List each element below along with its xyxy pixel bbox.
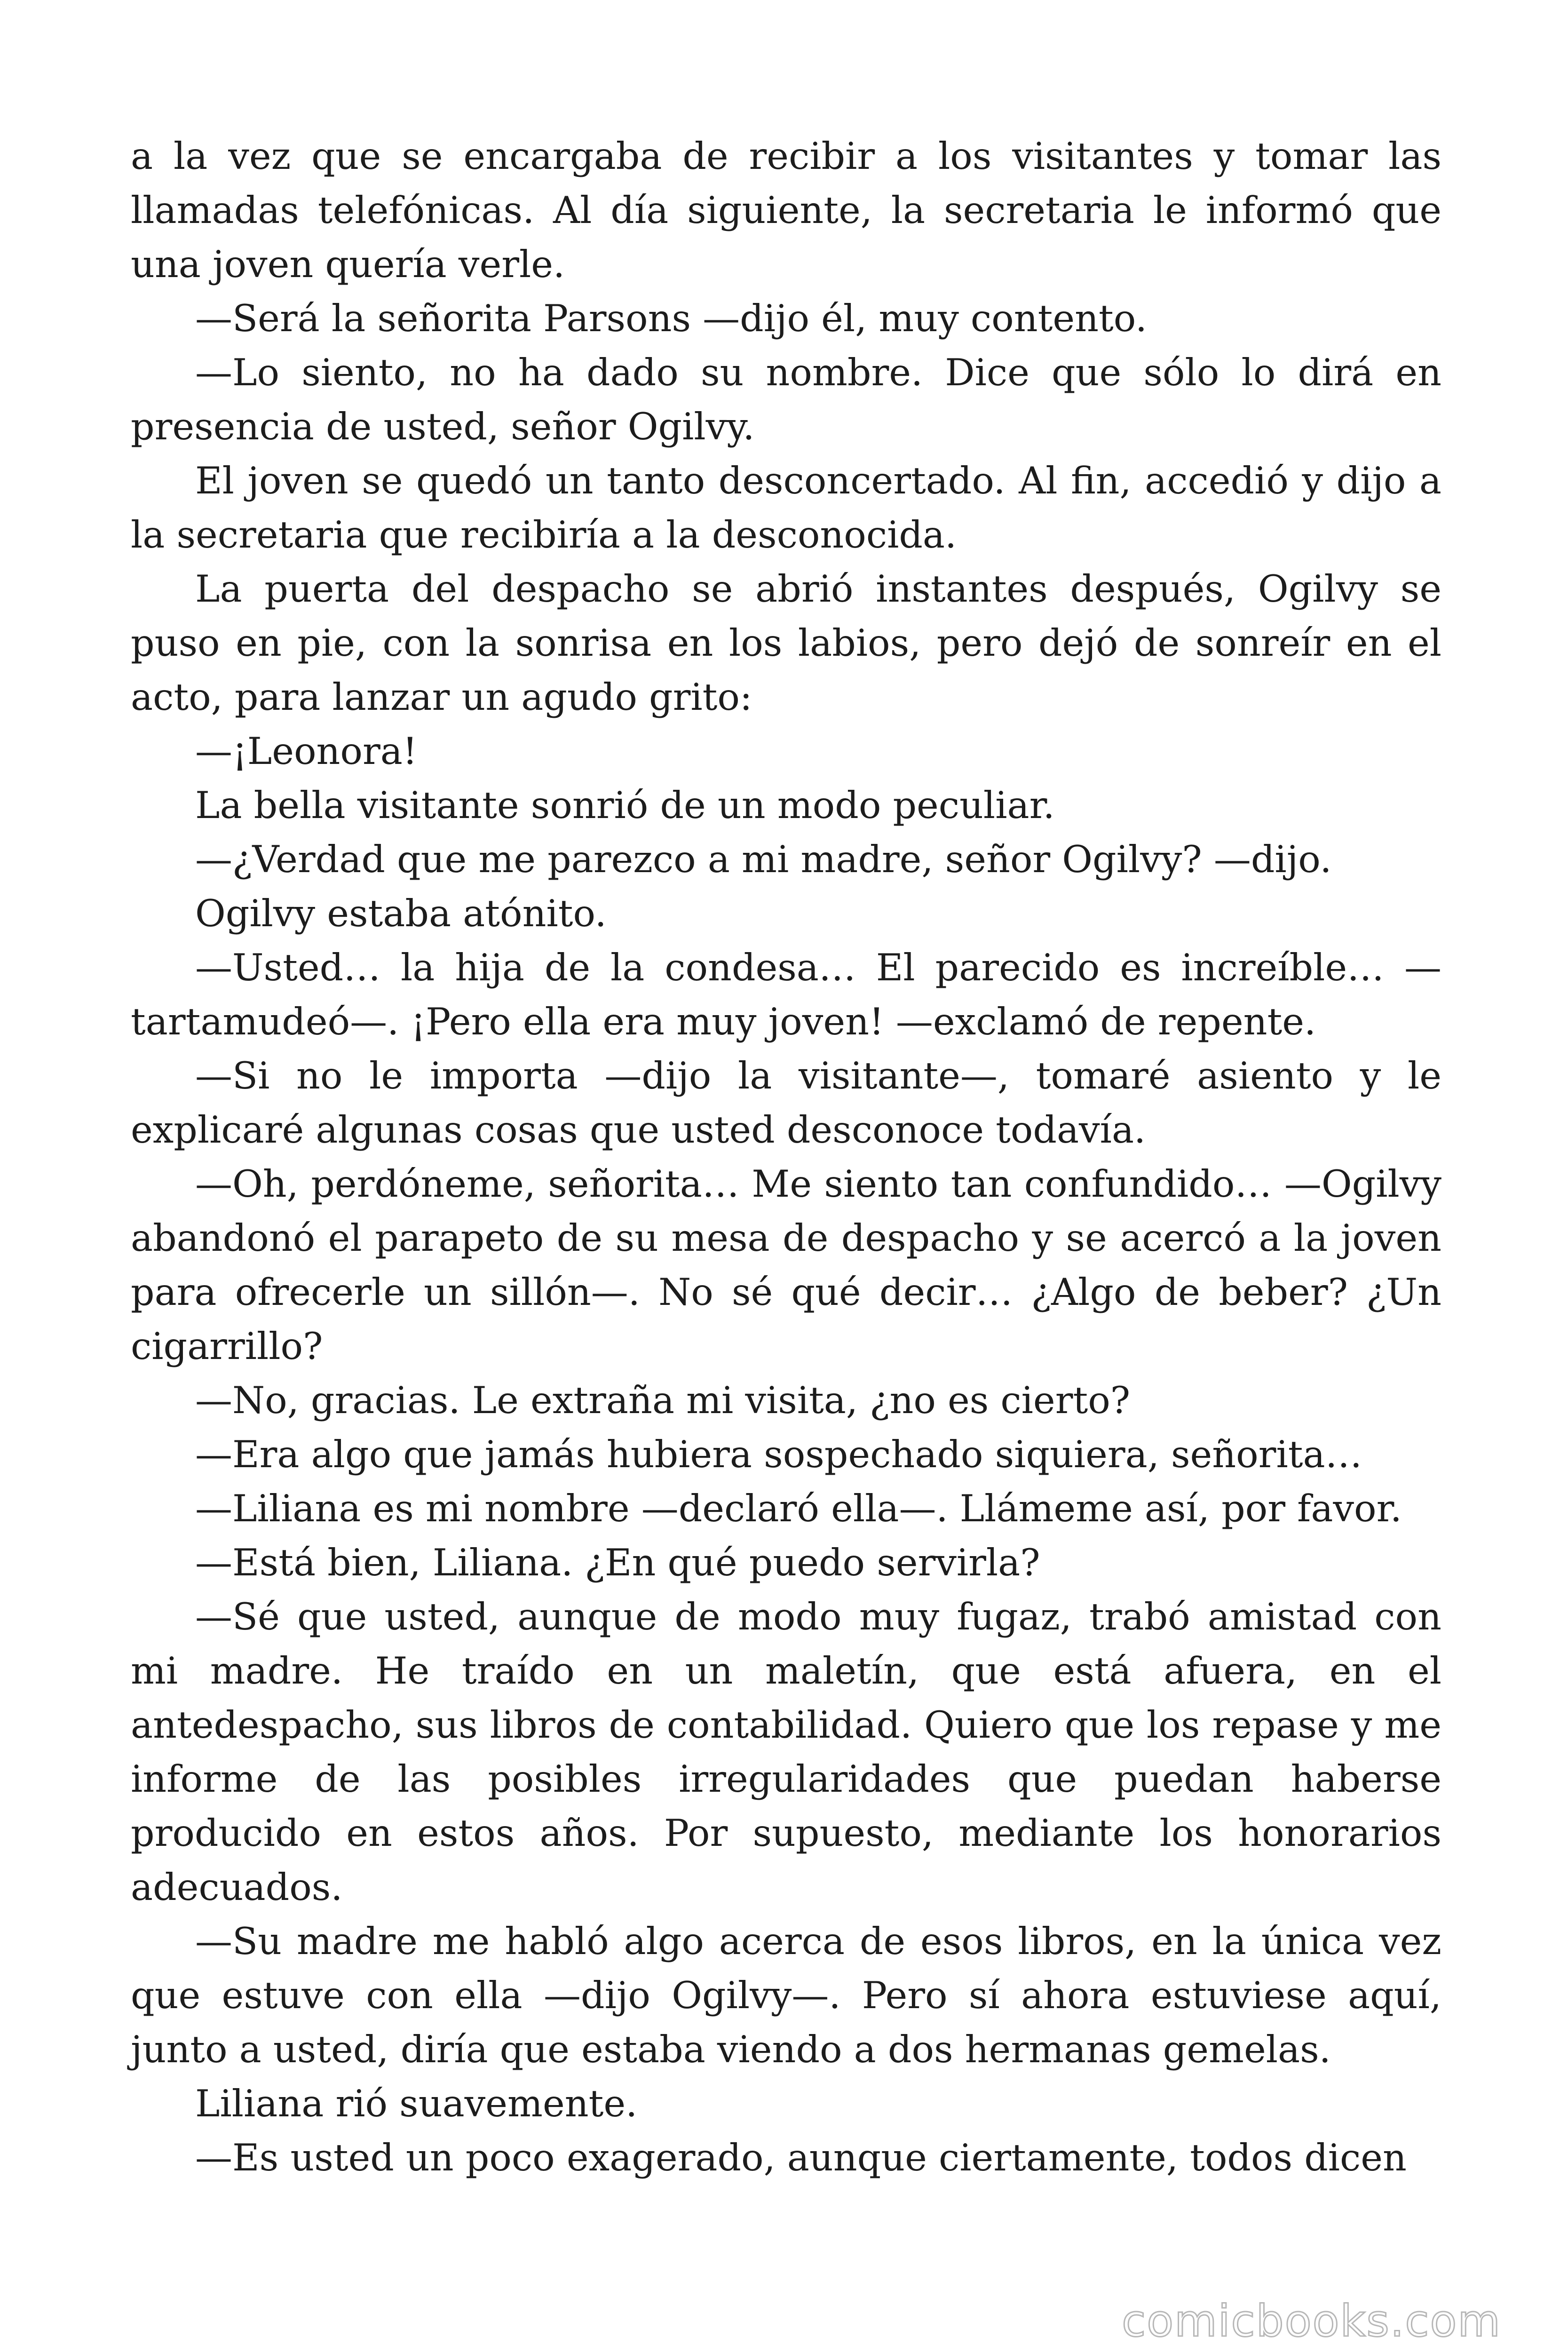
paragraph-17: —Sé que usted, aunque de modo muy fugaz, trabó amistad con mi madre. He traído en un maletín, que está afuera, en el antedespacho, sus libros de contabilidad. Quiero que los repase y me informe de las posibles irregularidades que puedan haberse producido en estos años. Por supuesto, mediante los honorarios adecuados. bbox=[131, 1595, 1441, 1909]
paragraph-10: —Usted… la hija de la condesa… El parecido es increíble… —tartamudeó—. ¡Pero ella era muy joven! —exclamó de repente. bbox=[131, 946, 1441, 1043]
paragraph-5: La puerta del despacho se abrió instantes después, Ogilvy se puso en pie, con la sonrisa en los labios, pero dejó de sonreír en el acto, para lanzar un agudo grito: bbox=[131, 567, 1441, 719]
paragraph-6: —¡Leonora! bbox=[195, 730, 418, 773]
site-watermark: comicbooks.com bbox=[1122, 2296, 1501, 2346]
paragraph-4: El joven se quedó un tanto desconcertado. Al fin, accedió y dijo a la secretaria que recibiría a la desconocida. bbox=[131, 459, 1441, 556]
paragraph-1: a la vez que se encargaba de recibir a los visitantes y tomar las llamadas telefónicas. Al día siguiente, la secretaria le informó que una joven quería verle. bbox=[131, 135, 1441, 286]
paragraph-18: —Su madre me habló algo acerca de esos libros, en la única vez que estuve con ella —dijo Ogilvy—. Pero sí ahora estuviese aquí, junto a usted, diría que estaba viendo a dos hermanas gemelas. bbox=[131, 1920, 1441, 2071]
paragraph-13: —No, gracias. Le extraña mi visita, ¿no es cierto? bbox=[195, 1379, 1131, 1422]
paragraph-12: —Oh, perdóneme, señorita… Me siento tan confundido… —Ogilvy abandonó el parapeto de su mesa de despacho y se acercó a la joven para ofrecerle un sillón—. No sé qué decir… ¿Algo de beber? ¿Un cigarrillo? bbox=[131, 1162, 1441, 1368]
paragraph-3: —Lo siento, no ha dado su nombre. Dice que sólo lo dirá en presencia de usted, señor Ogilvy. bbox=[131, 351, 1441, 448]
paragraph-8: —¿Verdad que me parezco a mi madre, señor Ogilvy? —dijo. bbox=[195, 838, 1332, 881]
paragraph-15: —Liliana es mi nombre —declaró ella—. Llámeme así, por favor. bbox=[195, 1487, 1402, 1530]
paragraph-14: —Era algo que jamás hubiera sospechado siquiera, señorita… bbox=[195, 1433, 1362, 1476]
paragraph-7: La bella visitante sonrió de un modo peculiar. bbox=[195, 784, 1055, 827]
paragraph-19: Liliana rió suavemente. bbox=[195, 2082, 638, 2125]
paragraph-2: —Será la señorita Parsons —dijo él, muy contento. bbox=[195, 297, 1148, 340]
paragraph-20: —Es usted un poco exagerado, aunque ciertamente, todos dicen bbox=[195, 2136, 1407, 2179]
book-page-text bbox=[131, 129, 1441, 2185]
paragraph-9: Ogilvy estaba atónito. bbox=[195, 892, 607, 935]
paragraph-16: —Está bien, Liliana. ¿En qué puedo servirla? bbox=[195, 1541, 1040, 1584]
paragraph-11: —Si no le importa —dijo la visitante—, tomaré asiento y le explicaré algunas cosas que usted desconoce todavía. bbox=[131, 1054, 1441, 1152]
